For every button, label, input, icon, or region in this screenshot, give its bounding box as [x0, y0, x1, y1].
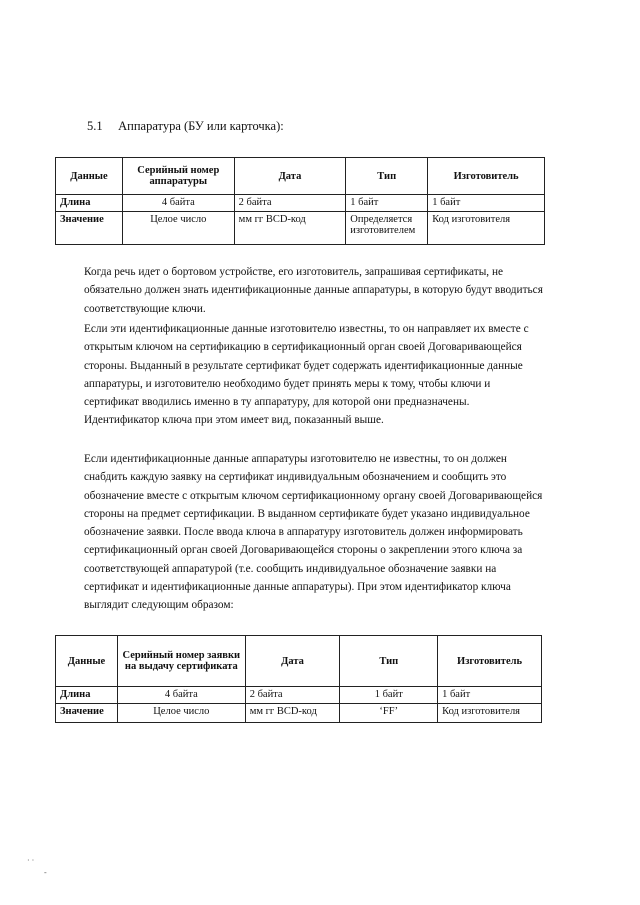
column-header-serial: Серийный номер аппаратуры	[122, 158, 234, 195]
table-cell: 2 байта	[245, 687, 340, 704]
table-header-row	[56, 158, 545, 195]
column-header-type: Тип	[346, 158, 428, 195]
table-row	[56, 704, 542, 723]
table-cell: 2 байта	[234, 195, 346, 212]
table-cell: 4 байта	[122, 195, 234, 212]
column-header-date: Дата	[245, 636, 340, 687]
table-cell: ‘FF’	[340, 704, 438, 723]
table-cell: мм гг BCD-код	[245, 704, 340, 723]
table-cell: Целое число	[117, 704, 245, 723]
row-label: Длина	[56, 687, 118, 704]
section-number: 5.1	[87, 119, 103, 133]
row-label: Значение	[56, 212, 123, 245]
row-label: Длина	[56, 195, 123, 212]
column-header-serial: Серийный номер заявки на выдачу сертификата	[117, 636, 245, 687]
table-cell: 1 байт	[438, 687, 542, 704]
row-label: Значение	[56, 704, 118, 723]
column-header-manufacturer: Изготовитель	[428, 158, 545, 195]
column-header-type: Тип	[340, 636, 438, 687]
table-cell: 4 байта	[117, 687, 245, 704]
table-row	[56, 195, 545, 212]
table-row	[56, 212, 545, 245]
table-cell: Код изготовителя	[438, 704, 542, 723]
certificate-request-id-table	[55, 635, 542, 723]
paragraph: Если эти идентификационные данные изготовителю известны, то он направляет их вместе с открытым ключом на сертификацию в сертификационный орган своей Договаривающейся стороны. Выданный в результате сертификат будет содержать идентификационные данные аппаратуры, и изготовителю необходимо будет принять меры к тому, чтобы ключи и сертификат вводились именно в ту аппаратуру, для которой они предназначены. Идентификатор ключа при этом имеет вид, показанный выше.	[84, 323, 529, 427]
column-header-data: Данные	[56, 636, 118, 687]
table-header-row	[56, 636, 542, 687]
table-cell: Целое число	[122, 212, 234, 245]
table-row	[56, 687, 542, 704]
scan-speck: · ·	[27, 856, 35, 865]
table-cell: мм гг BCD-код	[234, 212, 346, 245]
table-cell: Определяется изготовителем	[346, 212, 428, 245]
table-cell: 1 байт	[340, 687, 438, 704]
column-header-manufacturer: Изготовитель	[438, 636, 542, 687]
hardware-id-table	[55, 157, 545, 245]
section-title: Аппаратура (БУ или карточка):	[118, 119, 284, 133]
column-header-data: Данные	[56, 158, 123, 195]
paragraph: Если идентификационные данные аппаратуры изготовителю не известны, то он должен снабдить каждую заявку на сертификат индивидуальным обозначением и сообщить это обозначение вместе с открытым ключом сертификационному органу своей Договаривающейся стороны на предмет сертификации. В выданном сертификате будет указано индивидуальное обозначение заявки. После ввода ключа в аппаратуру изготовитель должен информировать сертификационный орган своей Договаривающейся стороны о закреплении этого ключа за соответствующей аппаратурой (т.е. сообщить индивидуальное обозначение заявки на сертификат и идентификационные данные аппаратуры). При этом идентификатор ключа выглядит следующим образом:	[84, 453, 543, 612]
section-heading	[87, 119, 284, 134]
table-cell: 1 байт	[346, 195, 428, 212]
scan-speck: -	[44, 868, 47, 877]
column-header-date: Дата	[234, 158, 346, 195]
table-cell: 1 байт	[428, 195, 545, 212]
paragraph: Когда речь идет о бортовом устройстве, его изготовитель, запрашивая сертификаты, не обязательно должен знать идентификационные данные аппаратуры, в которую будут вводиться соответствующие ключи.	[84, 266, 543, 315]
table-cell: Код изготовителя	[428, 212, 545, 245]
